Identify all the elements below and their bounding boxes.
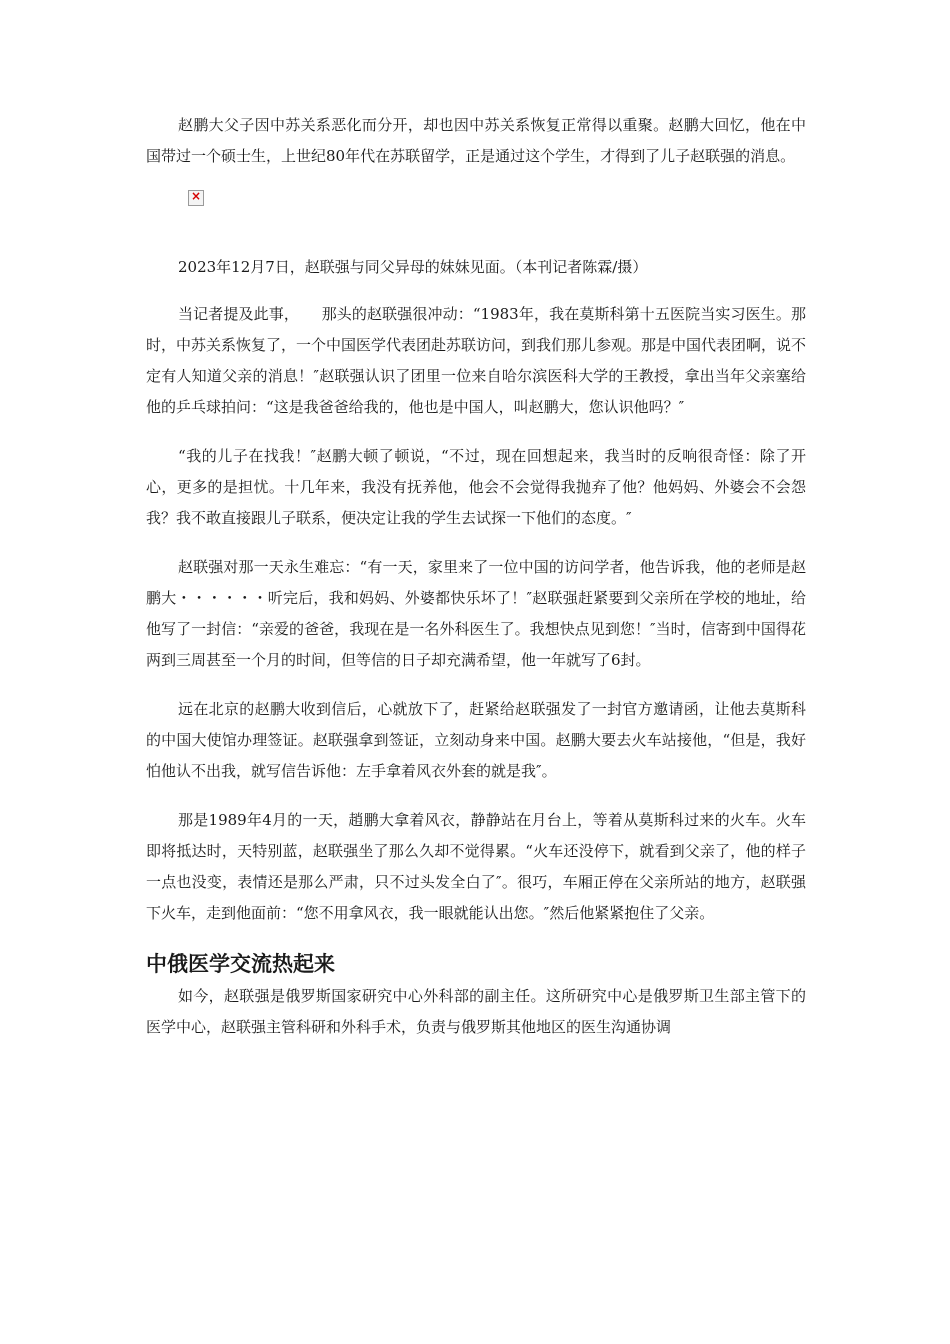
article-body: [146, 110, 806, 1061]
paragraph-5: 远在北京的赵鹏大收到信后，心就放下了，赶紧给赵联强发了一封官方邀请函，让他去莫斯科的中国大使馆办理签证。赵联强拿到签证，立刻动身来中国。赵鹏大要去火车站接他，“但是，我好怕他认不出我，就写信告诉他：左手拿着风衣外套的就是我″。: [146, 700, 806, 780]
paragraph-1: 赵鹏大父子因中苏关系恶化而分开，却也因中苏关系恢复正常得以重聚。赵鹏大回忆，他在中国带过一个硕士生，上世纪80年代在苏联留学，正是通过这个学生，才得到了儿子赵联强的消息。: [146, 116, 806, 165]
photo-caption: 2023年12月7日，赵联强与同父异母的妹妹见面。（本刊记者陈霖/摄）: [178, 258, 648, 276]
section-heading: 中俄医学交流热起来: [146, 952, 335, 976]
paragraph-2: 当记者提及此事， 那头的赵联强很冲动：“1983年，我在莫斯科第十五医院当实习医生。那时，中苏关系恢复了，一个中国医学代表团赴苏联访问，到我们那儿参观。那是中国代表团啊，说不定有人知道父亲的消息！″赵联强认识了团里一位来自哈尔滨医科大学的王教授，拿出当年父亲塞给他的乒乓球拍问：“这是我爸爸给我的，他也是中国人，叫赵鹏大，您认识他吗？″: [146, 305, 807, 416]
section-paragraph: 如今，赵联强是俄罗斯国家研究中心外科部的副主任。这所研究中心是俄罗斯卫生部主管下的医学中心，赵联强主管科研和外科手术，负责与俄罗斯其他地区的医生沟通协调: [146, 987, 806, 1036]
broken-image-icon[interactable]: ×: [188, 190, 204, 206]
paragraph-3: “我的儿子在找我！″赵鹏大顿了顿说，“不过，现在回想起来，我当时的反响很奇怪：除了开心，更多的是担忧。十几年来，我没有抚养他，他会不会觉得我抛弃了他？他妈妈、外婆会不会怨我？我不敢直接跟儿子联系，便决定让我的学生去试探一下他们的态度。″: [146, 447, 806, 527]
paragraph-6: 那是1989年4月的一天，趙鹏大拿着风衣，静静站在月台上，等着从莫斯科过来的火车。火车即将抵达时，天特别蓝，赵联强坐了那么久却不觉得累。“火车还没停下，就看到父亲了，他的样子一点也没变，表情还是那么严肃，只不过头发全白了″。很巧，车厢正停在父亲所站的地方，赵联强下火车，走到他面前：“您不用拿风衣，我一眼就能认出您。″然后他紧紧抱住了父亲。: [146, 811, 806, 922]
paragraph-4: 赵联强对那一天永生难忘：“有一天，家里来了一位中国的访问学者，他告诉我，他的老师是赵鹏大・・・・・・听完后，我和妈妈、外婆都快乐坏了！″赵联强赶紧要到父亲所在学校的地址，给他写了一封信：“亲爱的爸爸，我现在是一名外科医生了。我想快点见到您！″当时，信寄到中国得花两到三周甚至一个月的时间，但等信的日子却充满希望，他一年就写了6封。: [146, 558, 806, 669]
